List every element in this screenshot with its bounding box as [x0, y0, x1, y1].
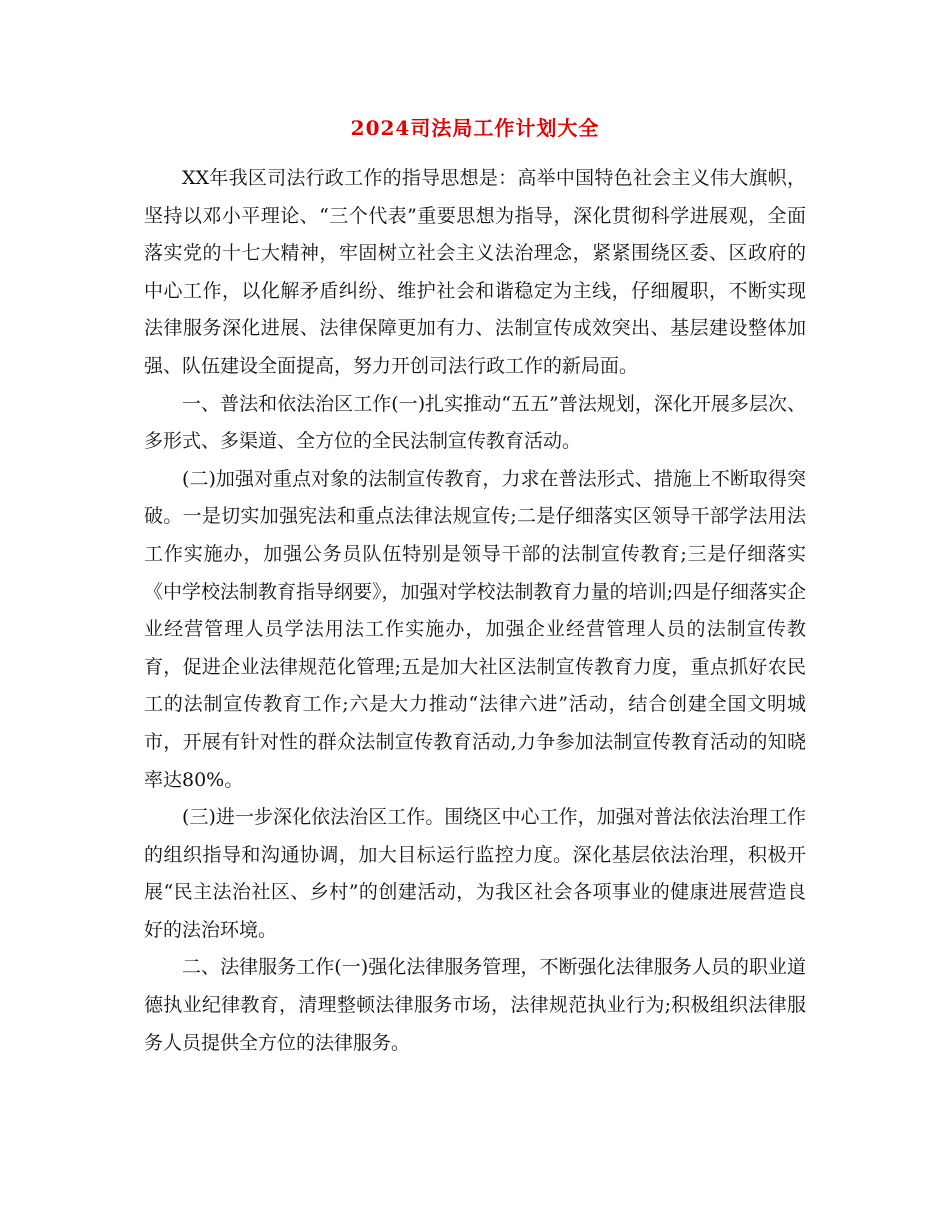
document-title: 2024司法局工作计划大全 [350, 116, 600, 140]
paragraph-legal-education-2: (二)加强对重点对象的法制宣传教育，力求在普法形式、措施上不断取得突破。一是切实加强宪法和重点法律法规宣传;二是仔细落实区领导干部学法用法工作实施办，加强公务员队伍特别是领导干部的法制宣传教育;三是仔细落实《中学校法制教育指导纲要》，加强对学校法制教育力量的培训;四是仔细落实企业经营管理人员学法用法工作实施办，加强企业经营管理人员的法制宣传教育，促进企业法律规范化管理;五是加大社区法制宣传教育力度，重点抓好农民工的法制宣传教育工作;六是大力推动“法律六进”活动，结合创建全国文明城市，开展有针对性的群众法制宣传教育活动,力争参加法制宣传教育活动的知晓率达80%。 [144, 467, 806, 791]
paragraph-legal-services-1: 二、法律服务工作(一)强化法律服务管理，不断强化法律服务人员的职业道德执业纪律教育，清理整顿法律服务市场，法律规范执业行为;积极组织法律服务人员提供全方位的法律服务。 [144, 956, 806, 1054]
paragraph-guiding-thought: XX年我区司法行政工作的指导思想是：高举中国特色社会主义伟大旗帜，坚持以邓小平理论、“三个代表”重要思想为指导，深化贯彻科学进展观，全面落实党的十七大精神，牢固树立社会主义法治理念，紧紧围绕区委、区政府的中心工作，以化解矛盾纠纷、维护社会和谐稳定为主线，仔细履职，不断实现法律服务深化进展、法律保障更加有力、法制宣传成效突出、基层建设整体加强、队伍建设全面提高，努力开创司法行政工作的新局面。 [144, 167, 806, 377]
paragraph-legal-education-3: (三)进一步深化依法治区工作。围绕区中心工作，加强对普法依法治理工作的组织指导和沟通协调，加大目标运行监控力度。深化基层依法治理，积极开展“民主法治社区、乡村”的创建活动，为我区社会各项事业的健康进展营造良好的法治环境。 [144, 806, 806, 941]
document-page [144, 108, 806, 1062]
paragraph-legal-education-1: 一、普法和依法治区工作(一)扎实推动“五五”普法规划，深化开展多层次、多形式、多渠道、全方位的全民法制宣传教育活动。 [144, 392, 806, 453]
